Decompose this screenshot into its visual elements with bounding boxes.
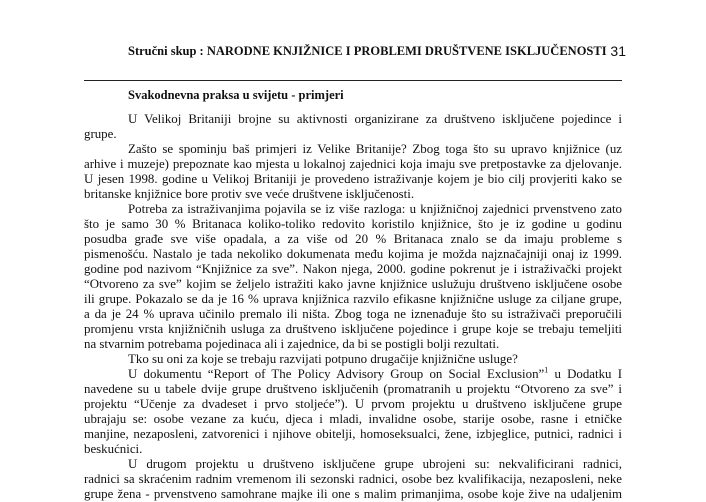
report-text-after: u Dodatku I — [548, 367, 622, 381]
text-line: ubrajaju se: osobe vezane za kuću, djeca i mladi, invalidne osobe, starije osobe, rasne i etničke — [84, 412, 622, 426]
text-line: a da je 24 % uprava učinilo premalo ili ništa. Zbog toga ne iznenađuje što su istraživači preporučili — [84, 307, 622, 321]
header-rule — [84, 80, 622, 81]
text-line: na stvarnim potrebama pojedinaca ali i zajednice, da bi se postigli bolji rezultati. — [84, 337, 500, 351]
text-line: godine pod nazivom “Knjižnice za sve”. Nakon njega, 2000. godine pokrenut je i istraživački projekt — [84, 262, 622, 276]
text-line: navedene su u tabele dvije grupe društveno isključenih (promatranih u projektu “Otvoreno za sve” i — [84, 382, 622, 396]
text-line: Zašto se spominju baš primjeri iz Velike Britanije? Zbog toga što su upravo knjižnice (uz — [128, 142, 622, 156]
text-line: manjine, nezaposleni, zatvorenici i njihove obitelji, homoseksualci, žene, izbjeglice, putnici, radnici i — [84, 427, 622, 441]
text-line: grupe. — [84, 127, 117, 141]
text-line: “Otvoreno za sve” kojim se željelo istražiti kako javne knjižnice uslužuju društveno isključene osobe — [84, 277, 622, 291]
report-line — [84, 367, 622, 382]
text-line: Potreba za istraživanjima pojavila se iz više razloga: u knjižničnoj zajednici prvenstveno zato — [128, 202, 622, 216]
report-text-before: U dokumentu “Report of The Policy Advisory Group on Social Exclusion” — [128, 367, 545, 381]
body-text — [84, 112, 622, 502]
text-line: arhive i muzeje) prepoznate kao mjesta u lokalnoj zajednici koja imaju sve pretpostavke za djelovanje. — [84, 157, 622, 171]
text-line: projektu “Učenje za dvadeset i prvo stoljeće”). U prvom projektu u društveno isključene grupe — [84, 397, 622, 411]
section-title: Svakodnevna praksa u svijetu - primjeri — [128, 88, 344, 102]
text-line: beskućnici. — [84, 442, 143, 456]
text-line: Tko su oni za koje se trebaju razvijati potpuno drugačije knjižnične usluge? — [128, 352, 518, 366]
text-line: pismenošću. Nastalo je tada nekoliko dokumenata među kojima je možda najznačajniji onaj iz 1999. — [84, 247, 622, 261]
text-line: promjenu vrsta knjižničnih usluga za društveno isključene pojedince i grupe koje se trebaju temeljiti — [84, 322, 622, 336]
text-line: ili grupe. Pokazalo se da je 16 % uprava knjižnica razvilo efikasne knjižnične usluge za ciljane grupe, — [84, 292, 622, 306]
text-line: britanske knjižnice bore protiv sve veće društvene isključenosti. — [84, 187, 415, 201]
text-line: što je samo 30 % Britanaca koliko-toliko redovito koristilo knjižnice, što je iz godine u godinu — [84, 217, 622, 231]
text-line: U jesen 1998. godine u Velikoj Britaniji je provedeno istraživanje kojem je bio cilj provjeriti kako se — [84, 172, 622, 186]
text-line: posudba građe sve više opadala, a za više od 20 % Britanaca znalo se da imaju probleme s — [84, 232, 622, 246]
running-header — [128, 44, 628, 62]
footnote-marker[interactable]: 1 — [544, 367, 549, 375]
page-number: 31 — [610, 43, 626, 59]
conference-title: Stručni skup : NARODNE KNJIŽNICE I PROBLEMI DRUŠTVENE ISKLJUČENOSTI — [128, 44, 607, 58]
text-line: U Velikoj Britaniji brojne su aktivnosti organizirane za društveno isključene pojedince i — [128, 112, 622, 126]
text-line: grupe žena - prvenstveno samohrane majke ili one s malim primanjima, osobe koje žive na udaljenim — [84, 487, 622, 501]
text-line: U drugom projektu u društveno isključene grupe ubrojeni su: nekvalificirani radnici, — [128, 457, 622, 471]
text-line: radnici sa skraćenim radnim vremenom ili sezonski radnici, osobe bez kvalifikacija, nezaposleni, neke — [84, 472, 622, 486]
